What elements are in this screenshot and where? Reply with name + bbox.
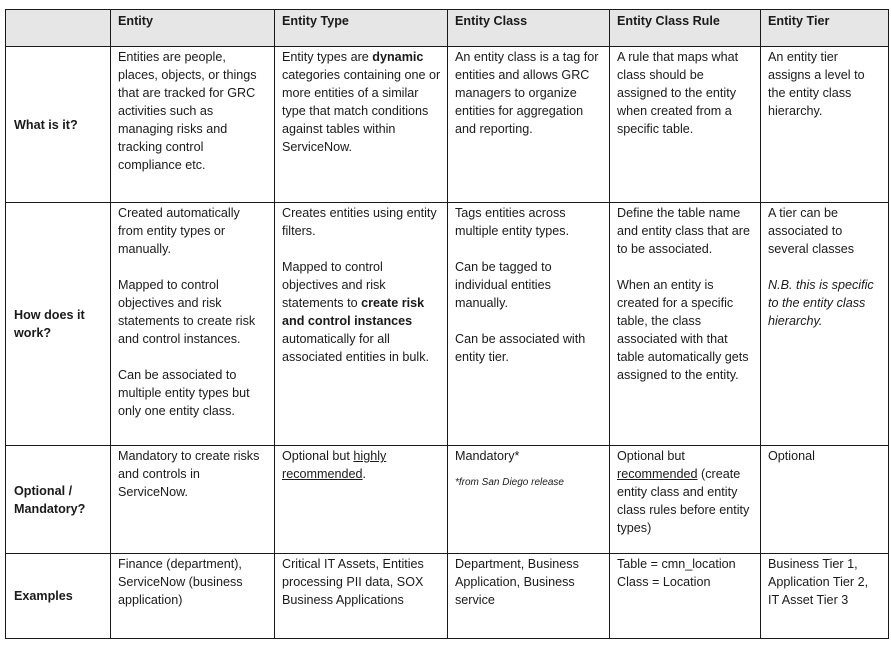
cell-text: Entities are people, places, objects, or things that are tracked for GRC activities such as managing risks and tracking control compliance etc. bbox=[118, 50, 257, 172]
footnote-text: *from San Diego release bbox=[455, 477, 564, 489]
bold-text: create risk and control instances bbox=[282, 295, 425, 328]
cell-text: Mapped to control objectives and risk statements to create risk and control instances. bbox=[118, 277, 256, 346]
cell-entity-class bbox=[448, 202, 610, 446]
cell-text: Tags entities across multiple entity types. bbox=[455, 205, 570, 238]
header-entity-type: Entity Type bbox=[275, 10, 448, 47]
text-segment: Optional but bbox=[282, 449, 354, 464]
entity-comparison-table bbox=[5, 9, 889, 639]
header-entity-class-rule: Entity Class Rule bbox=[610, 10, 761, 47]
cell-text bbox=[617, 447, 754, 537]
cell-entity-tier bbox=[761, 446, 889, 553]
cell-entity-tier bbox=[761, 553, 889, 638]
row-label: Examples bbox=[6, 553, 111, 638]
underlined-text: recommended bbox=[617, 467, 698, 482]
text-segment: automatically for all associated entities in bulk. bbox=[282, 331, 430, 364]
cell-entity-class-rule bbox=[610, 47, 761, 203]
text-segment: Mapped to control objectives and risk statements to bbox=[282, 259, 386, 310]
cell-text: Department, Business Application, Business service bbox=[455, 556, 579, 607]
cell-text: Define the table name and entity class that are to be associated. bbox=[617, 205, 751, 256]
cell-text: Created automatically from entity types or manually. bbox=[118, 205, 240, 256]
row-label: Optional / Mandatory? bbox=[6, 446, 111, 553]
table-row-optional-mandatory bbox=[6, 446, 889, 553]
text-segment: Optional but bbox=[617, 449, 685, 464]
cell-text: An entity class is a tag for entities and allows GRC managers to organize entities for aggregation and reporting. bbox=[455, 50, 599, 136]
cell-entity-class-rule bbox=[610, 446, 761, 553]
header-corner bbox=[6, 10, 111, 47]
cell-entity-class bbox=[448, 553, 610, 638]
text-segment: (create entity class and entity class rules before entity types) bbox=[617, 467, 750, 536]
cell-text: Creates entities using entity filters. bbox=[282, 205, 437, 238]
text-segment: . bbox=[362, 467, 367, 482]
row-label: What is it? bbox=[6, 47, 111, 203]
cell-text: Business Tier 1, Application Tier 2, IT Asset Tier 3 bbox=[768, 556, 869, 607]
header-entity-class: Entity Class bbox=[448, 10, 610, 47]
cell-entity-type bbox=[275, 47, 448, 203]
cell-text bbox=[282, 48, 441, 156]
row-label: How does it work? bbox=[6, 202, 111, 446]
cell-text: When an entity is created for a specific table, the class associated with that table automatically gets assigned to the entity. bbox=[617, 277, 749, 382]
cell-entity-type bbox=[275, 446, 448, 553]
text-segment: Entity types are bbox=[282, 50, 373, 64]
header-entity-tier: Entity Tier bbox=[761, 10, 889, 47]
cell-entity bbox=[111, 202, 275, 446]
cell-text: Class = Location bbox=[617, 574, 711, 589]
cell-entity-type bbox=[275, 553, 448, 638]
table-row-examples bbox=[6, 553, 889, 638]
cell-text bbox=[282, 447, 441, 483]
cell-entity bbox=[111, 553, 275, 638]
cell-text: A rule that maps what class should be assigned to the entity when created from a specific table. bbox=[617, 50, 739, 136]
cell-text: A tier can be associated to several classes bbox=[768, 205, 855, 256]
cell-entity-tier bbox=[761, 47, 889, 203]
table-row-how-does-it-work bbox=[6, 202, 889, 446]
text-segment: categories containing one or more entities of a similar type that match conditions against tables within ServiceNow. bbox=[282, 68, 441, 154]
cell-text: Mandatory* bbox=[455, 449, 520, 464]
cell-text: Can be associated to multiple entity types but only one entity class. bbox=[118, 367, 250, 418]
note-text: N.B. this is specific to the entity class hierarchy. bbox=[768, 277, 874, 328]
cell-text: Critical IT Assets, Entities processing PII data, SOX Business Applications bbox=[282, 556, 424, 607]
cell-text: An entity tier assigns a level to the entity class hierarchy. bbox=[768, 50, 865, 118]
cell-entity bbox=[111, 446, 275, 553]
cell-text: Optional bbox=[768, 449, 815, 464]
cell-entity bbox=[111, 47, 275, 203]
cell-text: Can be tagged to individual entities manually. bbox=[455, 259, 552, 310]
bold-text: dynamic bbox=[372, 50, 424, 64]
cell-text: Can be associated with entity tier. bbox=[455, 331, 586, 364]
cell-entity-class-rule bbox=[610, 553, 761, 638]
cell-text: Table = cmn_location bbox=[617, 556, 736, 571]
cell-entity-tier bbox=[761, 202, 889, 446]
table-row-what-is-it bbox=[6, 47, 889, 203]
header-entity: Entity bbox=[111, 10, 275, 47]
cell-text bbox=[282, 258, 441, 366]
header-row bbox=[6, 10, 889, 47]
underlined-text: highly recommended bbox=[282, 449, 387, 482]
cell-text: Finance (department), ServiceNow (business application) bbox=[118, 556, 243, 607]
cell-entity-class-rule bbox=[610, 202, 761, 446]
cell-entity-type bbox=[275, 202, 448, 446]
cell-entity-class bbox=[448, 47, 610, 203]
cell-entity-class bbox=[448, 446, 610, 553]
cell-text: Mandatory to create risks and controls in ServiceNow. bbox=[118, 449, 260, 500]
